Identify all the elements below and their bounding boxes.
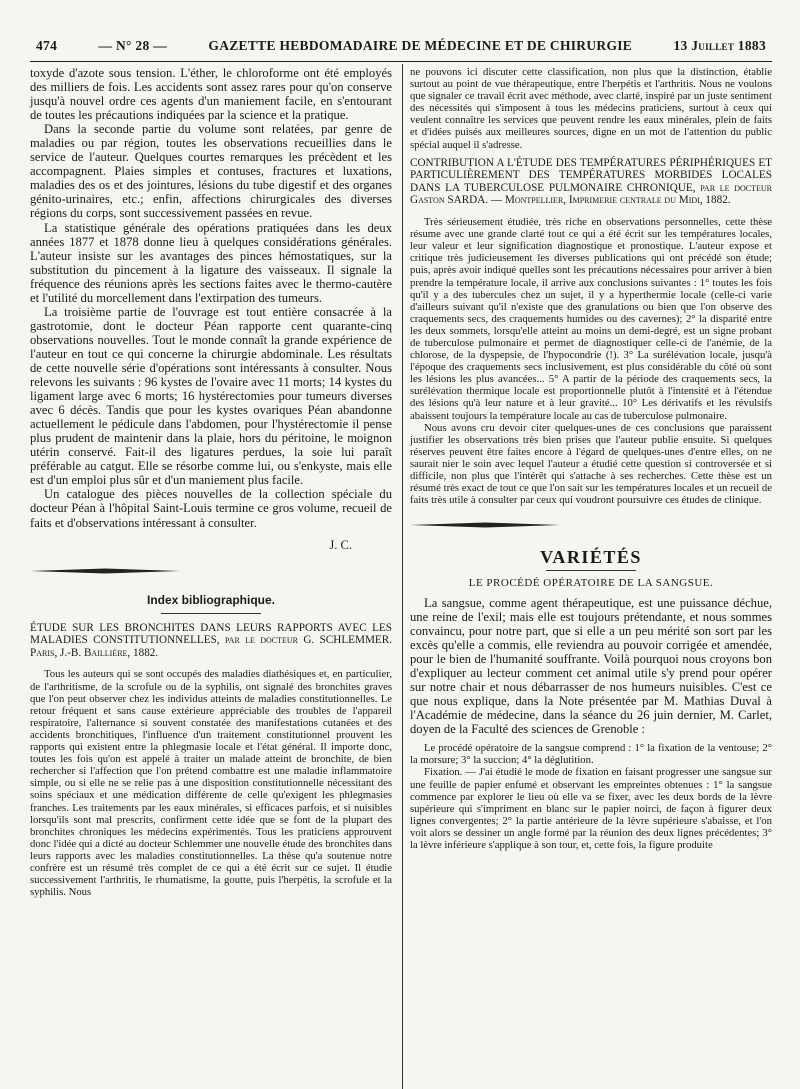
left-paragraph-4: La troisième partie de l'ouvrage est tout entière consacrée à la gastrotomie, dont le docteur Péan rapporte cent quarante-cinq observations nouvelles. Tout le monde connaît la grande expérience de l'auteur en tout ce qui concerne la chirurgie abdominale. Les résultats de cette nouvelle série d'opérations sont intéressants à consulter. Nous relevons les suivants : 96 kystes de l'ovaire avec 11 morts; 14 kystes du ligament large avec 6 morts; 16 hystérectomies pour tumeurs diverses avec 6 décès. Tandis que pour les kystes ovariques Péan abandonne actuellement le pédicule dans l'abdomen, pour l'hystérectomie il pense plus prudent de maintenir dans la plaie, hors du péritoine, le moignon utérin conservé. Fait-il des ligatures perdues, la soie lui paraît préférable au catgut. Elle se résorbe comme lui, ou s'enkyste, mais elle est d'un emploi plus sûr et d'un maniement plus facile. [30,304,392,488]
header-rule [30,61,772,62]
section-title-varietes: VARIÉTÉS [540,547,642,568]
left-paragraph-2: Dans la seconde partie du volume sont relatées, par genre de maladies ou par région, toutes les observations recueillies dans le service de l'auteur. Quelques courtes remarques les précèdent et les accompagnent. Plaies simples et contuses, fractures et luxations, maladies des os et des jointures, lésions du tube digestif et des organes génito-urinaires, etc.; enfin, affections chirurgicales des diverses régions du corps, sont successivement passées en revue. [30,122,392,221]
varietes-rule [546,570,636,571]
right-paragraph-3: Nous avons cru devoir citer quelques-unes de ces conclusions que paraissent justifier les observations très bien prises que l'auteur publie ensuite. Si quelques réserves peuvent être faites encore à l'égard de quelques-unes d'entre elles, on ne saurait nier le soin avec lequel l'auteur a étudié cette question si controversée et si difficile, non plus que l'intérêt qui s'attache à ses recherches. Cette thèse est un résumé très exact de tout ce que l'on sait sur les températures locales et un recueil de faits très utile à consulter par ceux qui voudront poursuivre ces études de clinique. [410,421,772,507]
right-column [400,66,772,898]
columns [30,66,772,898]
left-paragraph-3: La statistique générale des opérations pratiquées dans les deux années 1877 et 1878 donne lieu à quelques considérations générales. L'auteur insiste sur les avantages des pinces hémostatiques, sur la substitution du pincement à la ligature des vaisseaux. Il signale la fréquence des réunions après les sections faites avec le thermo-cautère et l'utilité du morcellement dans l'extirpation des tumeurs. [30,220,392,305]
right-paragraph-1: ne pouvons ici discuter cette classification, non plus que la distinction, établie surtout au point de vue thérapeutique, entre l'herpétis et l'arthritis. Nous ne voulons que signaler ce travail écrit avec méthode, avec clarté, inspiré par un juste sentiment des nécessités qui s'imposent à tous les médecins praticiens, surtout à ceux qui veulent connaître les services que peuvent rendre les eaux minérales, plein de faits et d'idées puisés aux meilleures sources, digne en un mot de l'attention du public spécial auquel il s'adresse. [410,66,772,151]
ornament-rule [30,568,180,574]
right-paragraph-4: La sangsue, comme agent thérapeutique, est une puissance déchue, une reine de l'exil; mais elle est toujours prétendante, et nous sommes convaincu, pour notre part, que si elle a un peu mérité son sort par les excès qu'elle a commis, elle reviendra au pouvoir corrigée et amendée, pour le bien de l'humanité souffrante. Voilà pourquoi nous croyons bon d'expliquer au lecteur comment cet animal utile s'y prend pour opérer sur notre chair et nous débarrasser de nos humeurs nuisibles. C'est ce que nous explique, dans la Note présentée par M. Mathias Duval à l'Académie de médecine, dans la séance du 26 juin dernier, M. Carlet, doyen de la Faculté des sciences de Grenoble : [410,595,772,737]
page-number: 474 [36,38,58,53]
left-column [30,66,400,898]
issue-number: — N° 28 — [98,38,168,53]
left-paragraph-5: Un catalogue des pièces nouvelles de la collection spéciale du docteur Péan à l'hôpital Saint-Louis termine ce gros volume, recueil de faits et d'observations intéressant à consulter. [30,487,392,530]
issue-date: 13 Juillet 1883 [673,38,766,53]
article-subheading: LE PROCÉDÉ OPÉRATOIRE DE LA SANGSUE. [468,576,714,589]
index-title: Index bibliographique. [146,592,275,607]
left-paragraph-1: toxyde d'azote sous tension. L'éther, le chloroforme ont été employés des milliers de fois. Les accidents sont assez rares pour qu'on conserve jusqu'à nouvel ordre ces agents d'un maniement facile, en s'entourant de toutes les précautions indiquées par la science et la pratique. [30,66,392,123]
biblio-entry-2-title: CONTRIBUTION A L'ÉTUDE DES TEMPÉRATURES PÉRIPHÉRIQUES ET PARTICULIÈREMENT DES TEMPÉRATURES MORBIDES LOCALES DANS LA TUBERCULOSE PULMONAIRE CHRONIQUE, par le docteur Gaston SARDA. — Montpellier, Imprimerie centrale du Midi, 1882. [410,156,772,207]
right-paragraph-2: Très sérieusement étudiée, très riche en observations personnelles, cette thèse résume avec une grande clarté tout ce qui a été écrit sur les températures locales, leur valeur et leur signification diagnostique et pronostique. L'auteur expose et critique très judicieusement les diverses publications qui ont précédé son étude; puis, après avoir indiqué quelles sont les précautions nécessaires pour arriver à bien prendre la température locale, il arrive aux conclusions suivantes : 1° toutes les fois qu'il y a des tubercules chez un sujet, il y a hyperthermie locale (celle-ci varie d'ailleurs suivant qu'il n'existe que des granulations ou bien que l'on observe des craquements secs, des craquements humides ou des cavernes); 2° la disparité entre les deux sommets, lorsqu'elle atteint au moins un demi-degré, est un signe probant de tuberculose pulmonaire et permet de diagnostiquer celle-ci de l'anémie, de la chlorose, de la dyspepsie, de l'hypocondrie (!). 3° La surélévation locale, jusqu'à l'époque des craquements secs inclusivement, est plus considérable du côté où sont les lésions les plus avancées... 5° A partir de la période des craquements secs, la surélévation thermique locale est proportionnelle plutôt à l'intensité et à l'étendue des lésions qu'à leur nature et à leur gravité... 10° Les dérivatifs et les révulsifs abaissent toujours la température locale au cas de tuberculose pulmonaire. [410,216,772,422]
signature: J. C. [329,537,352,552]
right-paragraph-5: Le procédé opératoire de la sangsue comprend : 1° la fixation de la ventouse; 2° la morsure; 3° la succion; 4° la déglutition. [410,742,772,767]
biblio-entry-text: Tous les auteurs qui se sont occupés des maladies diathésiques et, en particulier, de l'arthritisme, de la scrofule ou de la syphilis, ont signalé des bronchites graves que l'on peut observer chez les individus atteints de maladies constitutionnelles. Le retour fréquent et sans cause extérieure appréciable des troubles de l'appareil respiratoire, l'alternance si souvent constatée des manifestations cutanées et des accidents bronchitiques, l'influence d'un traitement constitutionnel prouvent les rapports qui existent entre la phlegmasie locale et l'état général. Il importe donc, toutes les fois qu'on est appelé à traiter un malade atteint de bronchite, de bien rechercher si l'affection que l'on prétend combattre est une maladie inflammatoire simple, ou si elle ne se relie pas à une disposition constitutionnelle nécessitant des soins spéciaux et une médication différente de celle qu'exigent les phlegmasies franches. Les traitements par les eaux minérales, si efficaces parfois, et si nuisibles lorsqu'ils sont mal prescrits, confirment cette idée que se font de la plupart des bronchites chroniques les médecins expérimentés. Tous les praticiens approuvent donc l'idée qui a dicté au docteur Schlemmer une nouvelle étude des bronchites dans leurs rapports avec les maladies constitutionnelles. La thèse qu'a soutenue notre confrère est un résumé très complet de ce qui a été écrit sur ce sujet. Il étudie successivement l'arthritis, le rhumatisme, la goutte, puis l'herpétis, la scrofule et la syphilis. Nous [30,668,392,899]
biblio-entry-title: ÉTUDE SUR LES BRONCHITES DANS LEURS RAPPORTS AVEC LES MALADIES CONSTITUTIONNELLES, par le docteur G. SCHLEMMER. Paris, J.-B. Baillière, 1882. [30,621,392,659]
column-divider [402,64,403,1089]
ornament-rule-2 [410,522,560,528]
index-rule [161,613,261,614]
right-paragraph-6: Fixation. — J'ai étudié le mode de fixation en faisant progresser une sangsue sur une feuille de papier enfumé et observant les empreintes obtenues : 1° la sangsue commence par explorer le lieu où elle va se fixer, avec les deux bords de la lèvre supérieure qui s'impriment en blanc sur le papier noirci, de façon à figurer deux lignes convergentes; 2° la partie antérieure de la lèvre supérieure s'abaisse, et l'on voit alors se dessiner un angle formé par la réunion des deux lignes précédentes; 3° la lèvre inférieure s'applique à son tour, et, cette fois, la figure produite [410,766,772,851]
journal-title: GAZETTE HEBDOMADAIRE DE MÉDECINE ET DE CHIRURGIE [208,38,633,53]
page-header [36,38,766,58]
